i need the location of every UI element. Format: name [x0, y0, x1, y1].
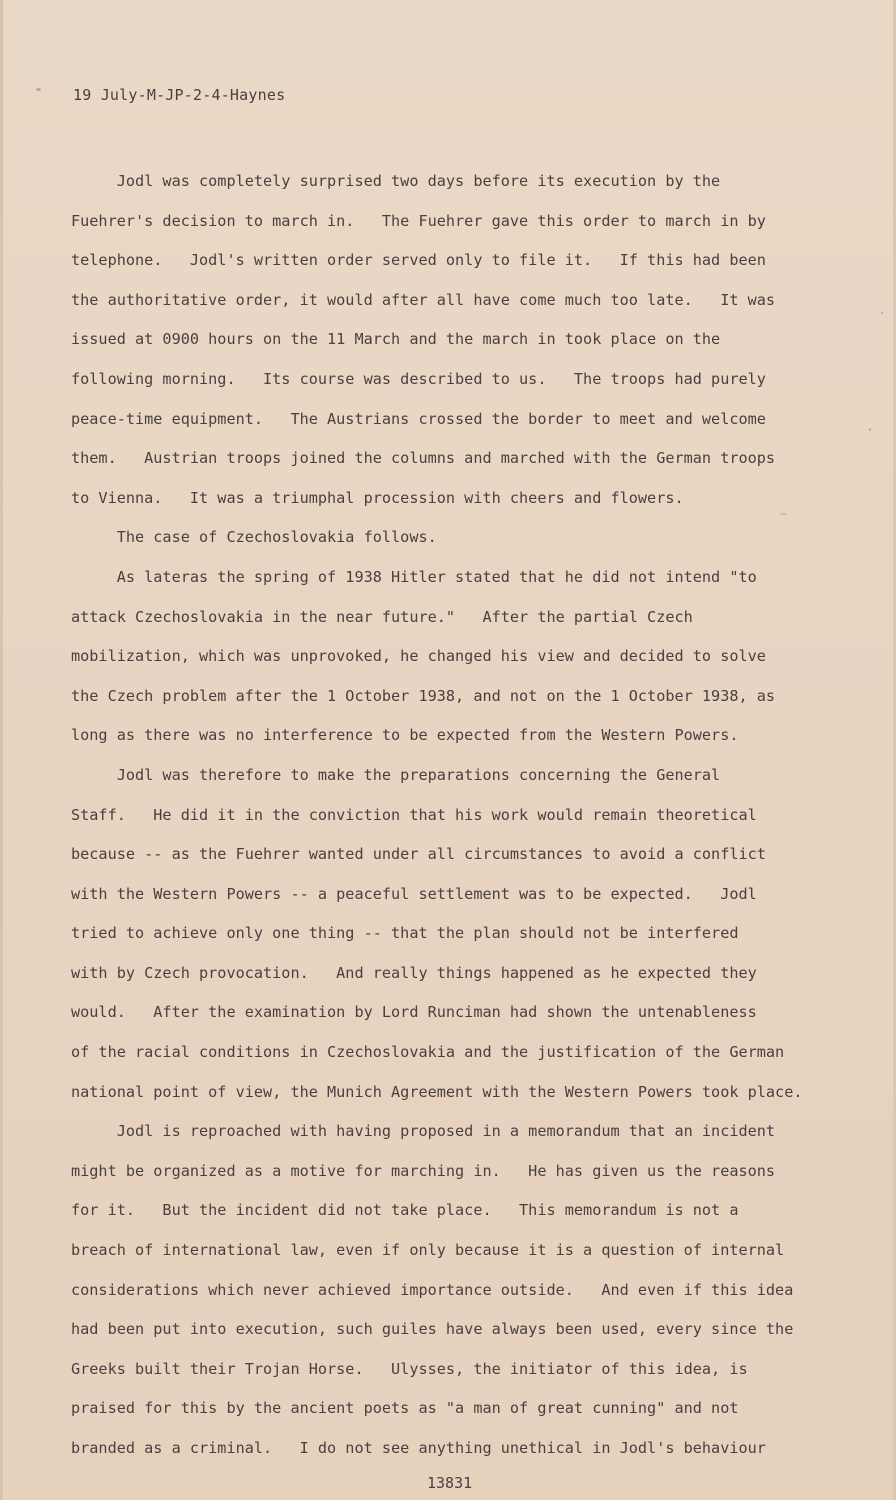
text-line: The case of Czechoslovakia follows.: [71, 528, 437, 547]
text-line: the authoritative order, it would after all have come much too late. It was: [71, 290, 776, 309]
text-line: attack Czechoslovakia in the near future." After the partial Czech: [71, 607, 693, 626]
text-line: praised for this by the ancient poets as "a man of great cunning" and not: [71, 1399, 739, 1418]
text-line: Staff. He did it in the conviction that his work would remain theoretical: [71, 805, 757, 824]
text-line: breach of international law, even if only because it is a question of internal: [71, 1241, 785, 1260]
text-line: As lateras the spring of 1938 Hitler stated that he did not intend "to: [71, 567, 757, 586]
text-line: because -- as the Fuehrer wanted under all circumstances to avoid a conflict: [71, 845, 766, 864]
text-line: mobilization, which was unprovoked, he changed his view and decided to solve: [71, 647, 766, 666]
text-line: might be organized as a motive for marching in. He has given us the reasons: [71, 1161, 776, 1180]
ink-speck: [869, 428, 871, 431]
text-line: Jodl was therefore to make the preparations concerning the General: [71, 765, 721, 784]
document-header: 19 July-M-JP-2-4-Haynes: [73, 86, 286, 104]
ink-speck: [36, 88, 41, 91]
text-line: long as there was no interference to be expected from the Western Powers.: [71, 726, 739, 745]
text-line: the Czech problem after the 1 October 1938, and not on the 1 October 1938, as: [71, 686, 776, 705]
text-line: considerations which never achieved importance outside. And even if this idea: [71, 1280, 794, 1299]
text-line: of the racial conditions in Czechoslovakia and the justification of the German: [71, 1043, 785, 1062]
text-line: Jodl is reproached with having proposed in a memorandum that an incident: [71, 1122, 776, 1141]
text-line: following morning. Its course was described to us. The troops had purely: [71, 369, 766, 388]
text-line: telephone. Jodl's written order served only to file it. If this had been: [71, 251, 766, 270]
text-line: branded as a criminal. I do not see anything unethical in Jodl's behaviour: [71, 1439, 766, 1457]
page-number: 13831: [427, 1474, 473, 1492]
text-line: tried to achieve only one thing -- that the plan should not be interfered: [71, 924, 739, 943]
text-line: peace-time equipment. The Austrians crossed the border to meet and welcome: [71, 409, 766, 428]
text-line: issued at 0900 hours on the 11 March and the march in took place on the: [71, 330, 721, 349]
text-line: had been put into execution, such guiles have always been used, every since the: [71, 1320, 794, 1339]
text-line: Greeks built their Trojan Horse. Ulysses, the initiator of this idea, is: [71, 1359, 748, 1378]
text-line: with by Czech provocation. And really things happened as he expected they: [71, 963, 757, 982]
ink-speck: [881, 312, 883, 314]
text-line: Fuehrer's decision to march in. The Fuehrer gave this order to march in by: [71, 211, 766, 230]
text-line: Jodl was completely surprised two days before its execution by the: [71, 172, 721, 190]
text-line: for it. But the incident did not take place. This memorandum is not a: [71, 1201, 739, 1220]
document-body: [71, 162, 861, 1469]
text-line: them. Austrian troops joined the columns and marched with the German troops: [71, 449, 776, 468]
text-line: with the Western Powers -- a peaceful settlement was to be expected. Jodl: [71, 884, 757, 903]
text-line: to Vienna. It was a triumphal procession with cheers and flowers.: [71, 488, 684, 507]
text-line: would. After the examination by Lord Runciman had shown the untenableness: [71, 1003, 757, 1022]
text-line: national point of view, the Munich Agreement with the Western Powers took place.: [71, 1082, 803, 1101]
